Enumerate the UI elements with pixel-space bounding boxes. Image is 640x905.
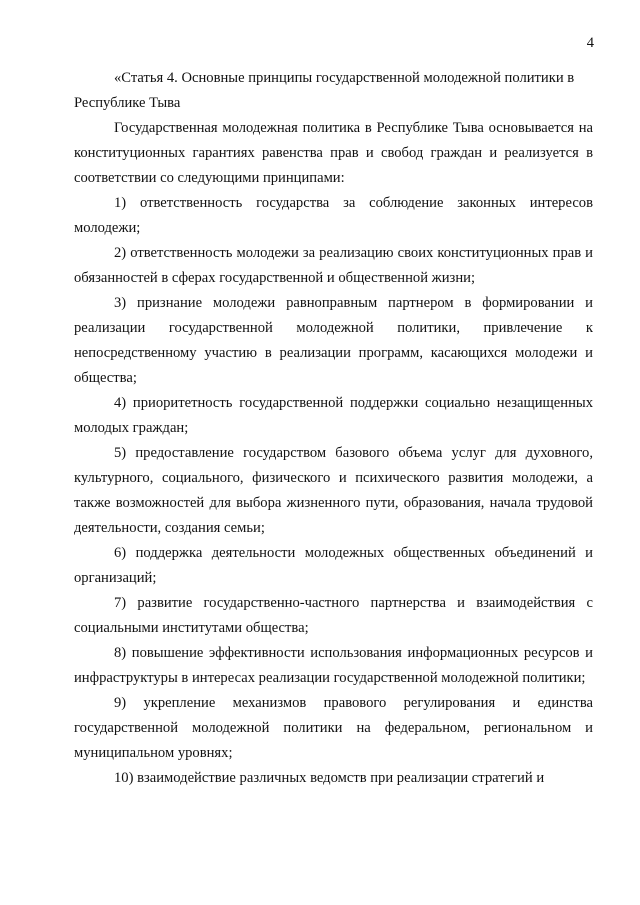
principle-item-6: 6) поддержка деятельности молодежных общественных объединений и организаций;: [74, 545, 593, 586]
principle-item-2: 2) ответственность молодежи за реализацию своих конституционных прав и обязанностей в сферах государственной и общественной жизни;: [74, 245, 593, 286]
article-heading: «Статья 4. Основные принципы государственной молодежной политики в Республике Тыва: [74, 70, 575, 111]
principle-item-4: 4) приоритетность государственной поддержки социально незащищенных молодых граждан;: [74, 395, 593, 436]
principle-item-9: 9) укрепление механизмов правового регулирования и единства государственной молодежной политики на федеральном, региональном и муниципальном уровнях;: [74, 695, 593, 761]
principle-item-5: 5) предоставление государством базового объема услуг для духовного, культурного, социального, физического и психического развития молодежи, а также возможностей для выбора жизненного пути, образования, начала трудовой деятельности, создания семьи;: [74, 445, 593, 536]
principle-item-8: 8) повышение эффективности использования информационных ресурсов и инфраструктуры в интересах реализации государственной молодежной политики;: [74, 645, 593, 686]
principle-item-1: 1) ответственность государства за соблюдение законных интересов молодежи;: [74, 195, 593, 236]
page-number: 4: [586, 35, 594, 51]
document-body: [74, 66, 593, 791]
principle-item-3: 3) признание молодежи равноправным партнером в формировании и реализации государственной молодежной политики, привлечение к непосредственному участию в реализации программ, касающихся молодежи и общества;: [74, 295, 593, 386]
article-intro: Государственная молодежная политика в Республике Тыва основывается на конституционных гарантиях равенства прав и свобод граждан и реализуется в соответствии со следующими принципами:: [74, 120, 593, 186]
principle-item-10: 10) взаимодействие различных ведомств при реализации стратегий и: [114, 770, 545, 786]
principle-item-7: 7) развитие государственно-частного партнерства и взаимодействия с социальными институтами общества;: [74, 595, 593, 636]
